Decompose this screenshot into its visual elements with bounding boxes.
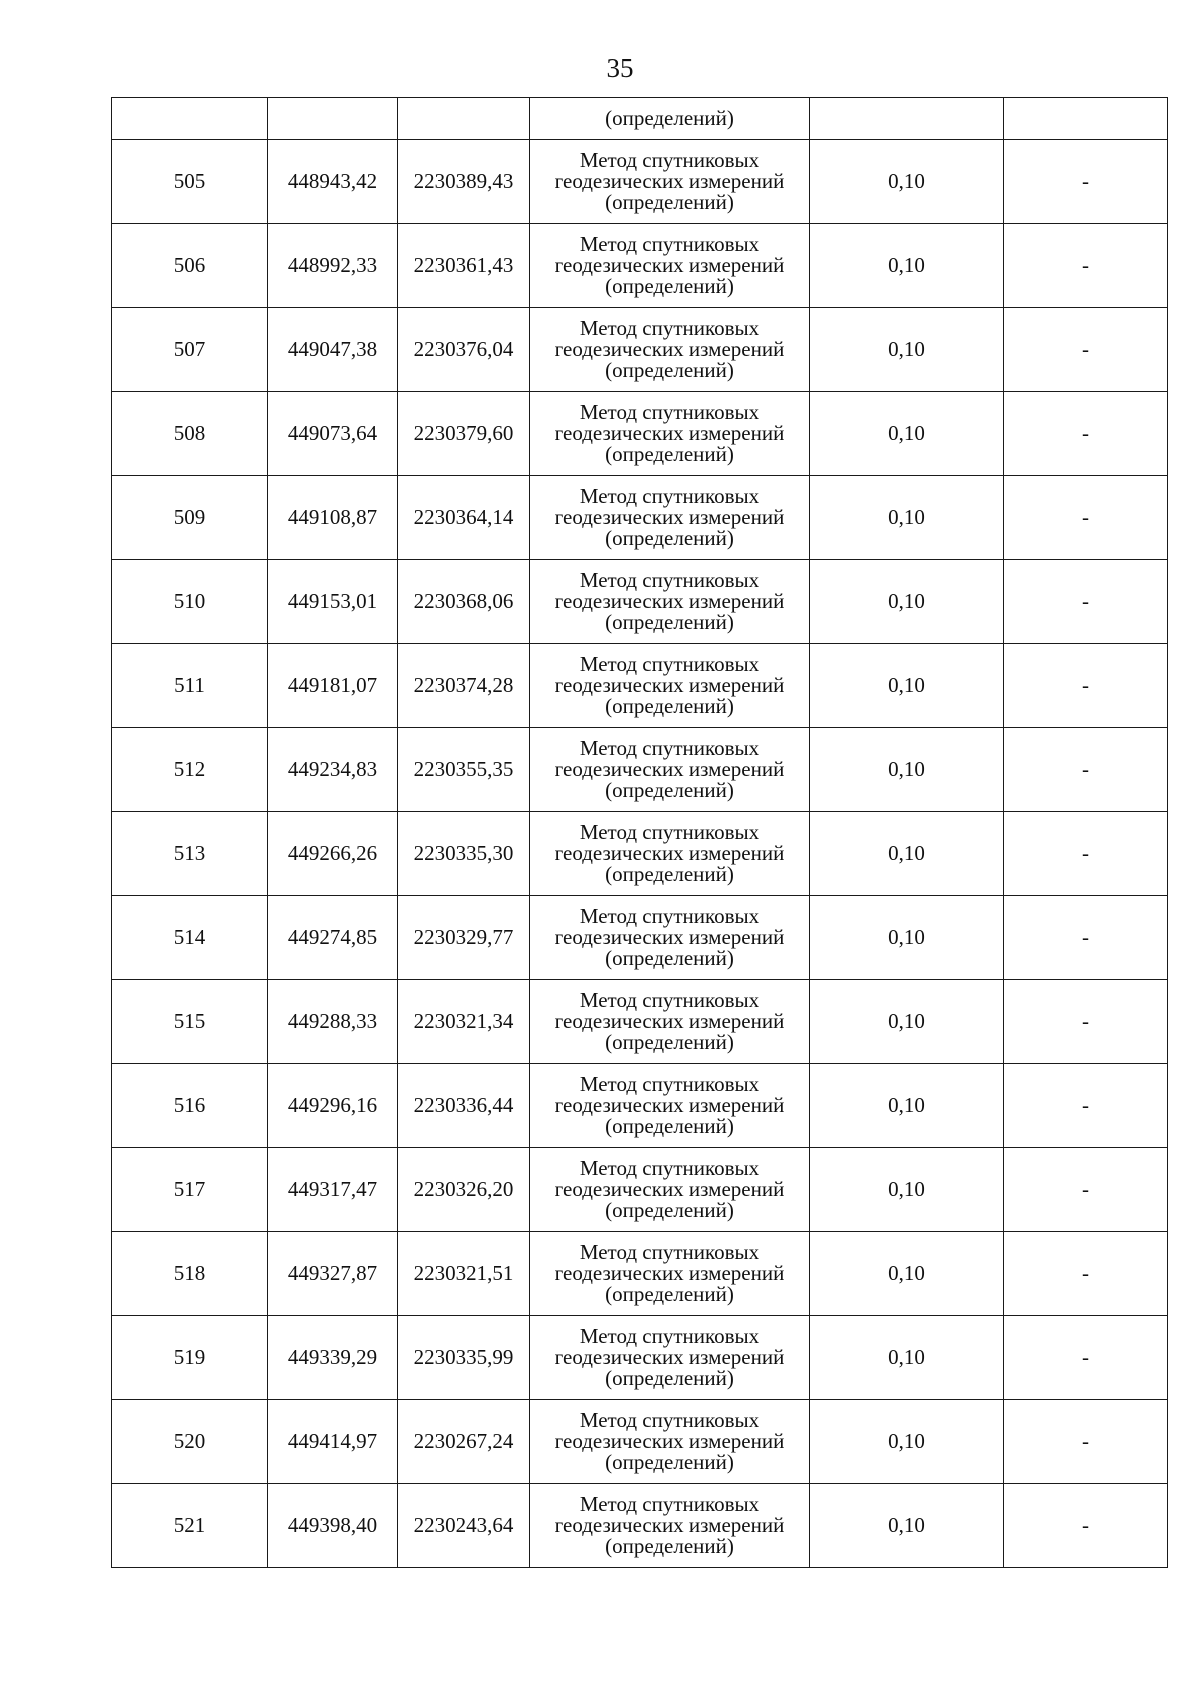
method-line: геодезических измерений [554, 925, 785, 949]
method-line: геодезических измерений [554, 1093, 785, 1117]
cell-accuracy: 0,10 [810, 644, 1004, 728]
cell-y-coordinate: 2230321,51 [398, 1232, 530, 1316]
method-line: (определений) [605, 358, 734, 382]
cell-point-number: 519 [112, 1316, 268, 1400]
cell-point-number: 505 [112, 140, 268, 224]
cell-x-coordinate: 449234,83 [268, 728, 398, 812]
cell-x-coordinate: 449153,01 [268, 560, 398, 644]
table-row [112, 392, 1168, 476]
table-row [112, 224, 1168, 308]
cell-note: - [1004, 308, 1168, 392]
cell-y-coordinate: 2230335,99 [398, 1316, 530, 1400]
cell-method [530, 980, 810, 1064]
method-line: геодезических измерений [554, 589, 785, 613]
method-line: Метод спутниковых [579, 148, 760, 172]
cell-accuracy: 0,10 [810, 1400, 1004, 1484]
cell-note: - [1004, 1484, 1168, 1568]
cell-x-coordinate: 449317,47 [268, 1148, 398, 1232]
cell-accuracy: 0,10 [810, 308, 1004, 392]
cell-y-coordinate: 2230355,35 [398, 728, 530, 812]
cell-method [530, 476, 810, 560]
method-line: Метод спутниковых [579, 1408, 760, 1432]
method-line: Метод спутниковых [579, 1240, 760, 1264]
method-line: Метод спутниковых [579, 1492, 760, 1516]
method-line: геодезических измерений [554, 337, 785, 361]
cell-note: - [1004, 476, 1168, 560]
cell-y-coordinate: 2230335,30 [398, 812, 530, 896]
cell-note: - [1004, 644, 1168, 728]
table-row [112, 476, 1168, 560]
cell-x-coordinate: 448992,33 [268, 224, 398, 308]
cell-x-coordinate: 449327,87 [268, 1232, 398, 1316]
table-row [112, 1316, 1168, 1400]
table-row [112, 1400, 1168, 1484]
cell-note: - [1004, 1064, 1168, 1148]
cell-point-number: 518 [112, 1232, 268, 1316]
cell-x-coordinate: 449108,87 [268, 476, 398, 560]
cell-point-number: 509 [112, 476, 268, 560]
cell-x-empty [268, 98, 398, 140]
cell-method [530, 728, 810, 812]
page-number: 35 [606, 53, 634, 83]
cell-y-coordinate: 2230361,43 [398, 224, 530, 308]
cell-note: - [1004, 1148, 1168, 1232]
table-row [112, 1484, 1168, 1568]
cell-y-coordinate: 2230336,44 [398, 1064, 530, 1148]
cell-note: - [1004, 392, 1168, 476]
cell-point-empty [112, 98, 268, 140]
cell-accuracy: 0,10 [810, 1484, 1004, 1568]
cell-method [530, 140, 810, 224]
cell-accuracy: 0,10 [810, 140, 1004, 224]
coordinates-table [111, 97, 1168, 1568]
method-line: Метод спутниковых [579, 820, 760, 844]
method-line: геодезических измерений [554, 1177, 785, 1201]
cell-method [530, 1064, 810, 1148]
method-line: Метод спутниковых [579, 988, 760, 1012]
method-line: (определений) [605, 610, 734, 634]
cell-method [530, 308, 810, 392]
table-row [112, 1148, 1168, 1232]
table-body [112, 98, 1168, 1568]
cell-point-number: 521 [112, 1484, 268, 1568]
table-row [112, 644, 1168, 728]
method-line: Метод спутниковых [579, 400, 760, 424]
method-line: (определений) [605, 1534, 734, 1558]
cell-method [530, 1484, 810, 1568]
table-row [112, 812, 1168, 896]
method-line: Метод спутниковых [579, 904, 760, 928]
cell-accuracy: 0,10 [810, 392, 1004, 476]
cell-point-number: 515 [112, 980, 268, 1064]
cell-accuracy: 0,10 [810, 1316, 1004, 1400]
cell-note: - [1004, 896, 1168, 980]
method-line: (определений) [605, 778, 734, 802]
method-line: (определений) [605, 1366, 734, 1390]
table-row [112, 728, 1168, 812]
cell-y-coordinate: 2230389,43 [398, 140, 530, 224]
cell-y-coordinate: 2230326,20 [398, 1148, 530, 1232]
method-line: (определений) [605, 442, 734, 466]
cell-x-coordinate: 449266,26 [268, 812, 398, 896]
method-line: (определений) [605, 526, 734, 550]
cell-accuracy: 0,10 [810, 1232, 1004, 1316]
table-row [112, 308, 1168, 392]
cell-y-coordinate: 2230267,24 [398, 1400, 530, 1484]
method-line: (определений) [605, 1114, 734, 1138]
cell-x-coordinate: 449339,29 [268, 1316, 398, 1400]
table-row [112, 896, 1168, 980]
table-row [112, 1232, 1168, 1316]
cell-note: - [1004, 1232, 1168, 1316]
method-line: геодезических измерений [554, 1261, 785, 1285]
method-line: геодезических измерений [554, 169, 785, 193]
cell-note: - [1004, 812, 1168, 896]
cell-accuracy: 0,10 [810, 224, 1004, 308]
cell-note: - [1004, 1400, 1168, 1484]
method-line: (определений) [605, 862, 734, 886]
method-line: (определений) [605, 274, 734, 298]
method-line: (определений) [605, 1198, 734, 1222]
cell-x-coordinate: 449398,40 [268, 1484, 398, 1568]
method-line: Метод спутниковых [579, 652, 760, 676]
cell-method [530, 1400, 810, 1484]
cell-point-number: 514 [112, 896, 268, 980]
cell-point-number: 510 [112, 560, 268, 644]
cell-method [530, 812, 810, 896]
cell-method [530, 1232, 810, 1316]
cell-method [530, 224, 810, 308]
method-line: Метод спутниковых [579, 568, 760, 592]
cell-y-coordinate: 2230368,06 [398, 560, 530, 644]
table-row [112, 1064, 1168, 1148]
method-line: геодезических измерений [554, 505, 785, 529]
cell-accuracy: 0,10 [810, 560, 1004, 644]
method-line: (определений) [605, 190, 734, 214]
cell-accuracy: 0,10 [810, 980, 1004, 1064]
cell-note: - [1004, 728, 1168, 812]
method-line: (определений) [605, 1030, 734, 1054]
cell-y-coordinate: 2230379,60 [398, 392, 530, 476]
cell-point-number: 513 [112, 812, 268, 896]
cell-point-number: 517 [112, 1148, 268, 1232]
cell-note: - [1004, 980, 1168, 1064]
cell-point-number: 507 [112, 308, 268, 392]
cell-x-coordinate: 449288,33 [268, 980, 398, 1064]
cell-x-coordinate: 449181,07 [268, 644, 398, 728]
cell-accuracy: 0,10 [810, 728, 1004, 812]
method-line: (определений) [605, 946, 734, 970]
cell-method [530, 392, 810, 476]
cell-accuracy: 0,10 [810, 476, 1004, 560]
method-line: геодезических измерений [554, 421, 785, 445]
cell-x-coordinate: 449073,64 [268, 392, 398, 476]
cell-y-coordinate: 2230243,64 [398, 1484, 530, 1568]
cell-method [530, 644, 810, 728]
cell-note: - [1004, 560, 1168, 644]
cell-accuracy: 0,10 [810, 1148, 1004, 1232]
method-line: Метод спутниковых [579, 1072, 760, 1096]
cell-note: - [1004, 1316, 1168, 1400]
method-line: Метод спутниковых [579, 1156, 760, 1180]
cell-accuracy: 0,10 [810, 812, 1004, 896]
cell-point-number: 506 [112, 224, 268, 308]
method-line: геодезических измерений [554, 673, 785, 697]
cell-method-tail: (определений) [530, 98, 810, 140]
method-line: геодезических измерений [554, 841, 785, 865]
method-line: (определений) [605, 694, 734, 718]
cell-x-coordinate: 449047,38 [268, 308, 398, 392]
cell-note: - [1004, 224, 1168, 308]
cell-x-coordinate: 449414,97 [268, 1400, 398, 1484]
table-row [112, 980, 1168, 1064]
cell-note: - [1004, 140, 1168, 224]
method-line: геодезических измерений [554, 1513, 785, 1537]
cell-y-coordinate: 2230374,28 [398, 644, 530, 728]
continuation-row [112, 98, 1168, 140]
method-line: Метод спутниковых [579, 1324, 760, 1348]
method-line: геодезических измерений [554, 1009, 785, 1033]
cell-method [530, 560, 810, 644]
table-row [112, 140, 1168, 224]
method-line: геодезических измерений [554, 1429, 785, 1453]
cell-point-number: 520 [112, 1400, 268, 1484]
cell-accuracy-empty [810, 98, 1004, 140]
cell-accuracy: 0,10 [810, 1064, 1004, 1148]
cell-note-empty [1004, 98, 1168, 140]
cell-point-number: 512 [112, 728, 268, 812]
method-line: Метод спутниковых [579, 736, 760, 760]
method-line: геодезических измерений [554, 1345, 785, 1369]
cell-method [530, 1316, 810, 1400]
method-line: Метод спутниковых [579, 316, 760, 340]
method-line: геодезических измерений [554, 757, 785, 781]
cell-y-coordinate: 2230364,14 [398, 476, 530, 560]
cell-y-coordinate: 2230329,77 [398, 896, 530, 980]
table-row [112, 560, 1168, 644]
cell-x-coordinate: 449296,16 [268, 1064, 398, 1148]
cell-point-number: 516 [112, 1064, 268, 1148]
cell-x-coordinate: 448943,42 [268, 140, 398, 224]
cell-y-coordinate: 2230321,34 [398, 980, 530, 1064]
cell-method [530, 1148, 810, 1232]
method-line: (определений) [605, 1450, 734, 1474]
cell-y-coordinate: 2230376,04 [398, 308, 530, 392]
method-line: Метод спутниковых [579, 232, 760, 256]
cell-accuracy: 0,10 [810, 896, 1004, 980]
cell-point-number: 508 [112, 392, 268, 476]
cell-y-empty [398, 98, 530, 140]
method-line: геодезических измерений [554, 253, 785, 277]
cell-x-coordinate: 449274,85 [268, 896, 398, 980]
cell-point-number: 511 [112, 644, 268, 728]
method-line: Метод спутниковых [579, 484, 760, 508]
cell-method [530, 896, 810, 980]
method-line: (определений) [605, 1282, 734, 1306]
